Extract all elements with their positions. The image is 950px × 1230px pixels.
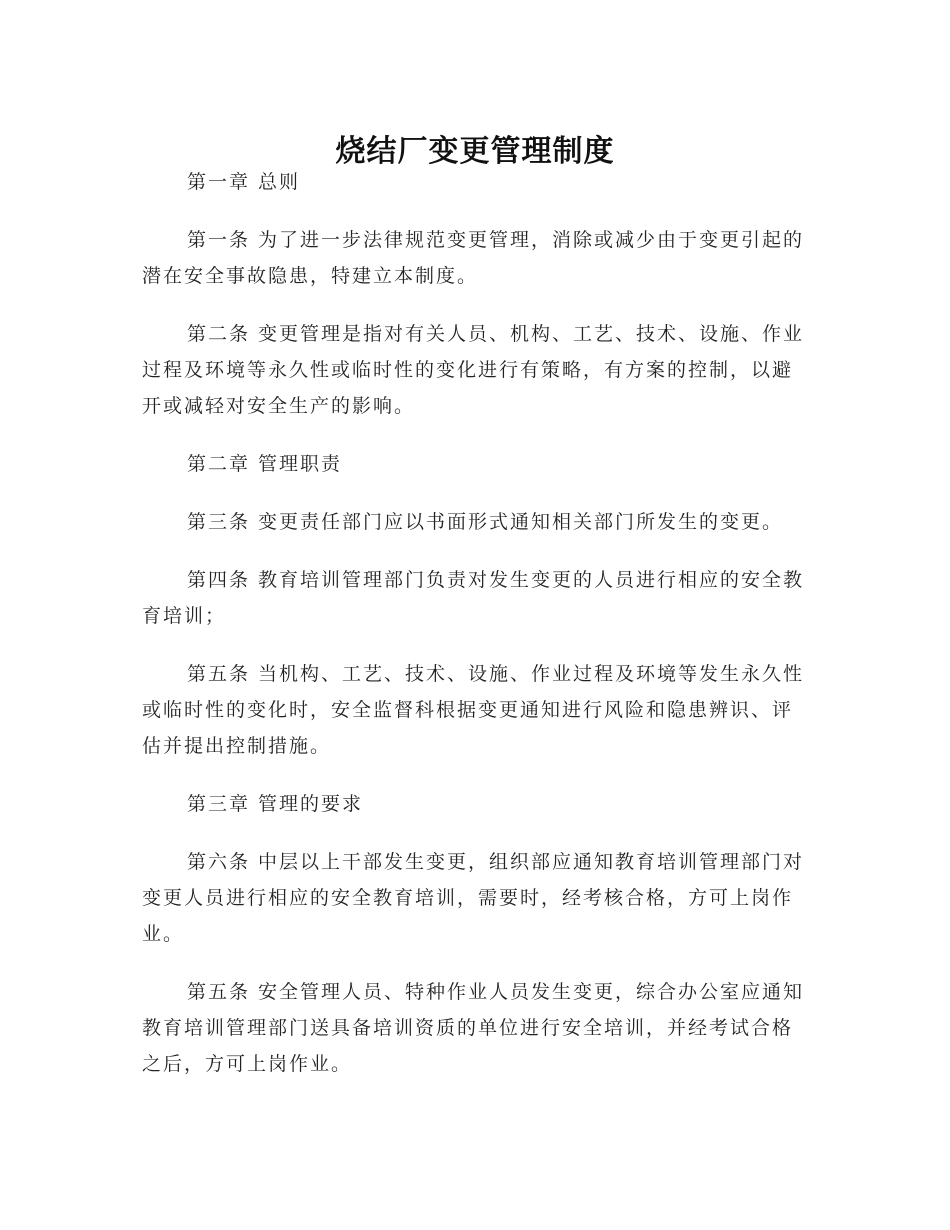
chapter-heading-2: 第二章 管理职责 <box>187 453 343 475</box>
article-5: 第五条 当机构、工艺、技术、设施、作业过程及环境等发生永久性或临时性的变化时，安全监督科根据变更通知进行风险和隐患辨识、评估并提出控制措施。 <box>142 663 805 757</box>
document-title: 烧结厂变更管理制度 <box>335 134 615 170</box>
article-4: 第四条 教育培训管理部门负责对发生变更的人员进行相应的安全教育培训； <box>142 569 805 627</box>
chapter-heading-3: 第三章 管理的要求 <box>187 793 364 815</box>
article-3: 第三条 变更责任部门应以书面形式通知相关部门所发生的变更。 <box>187 511 784 533</box>
chapter-heading-1: 第一章 总则 <box>187 171 301 193</box>
document-body <box>142 164 808 1104</box>
article-2: 第二条 变更管理是指对有关人员、机构、工艺、技术、设施、作业过程及环境等永久性或临时性的变化进行有策略，有方案的控制，以避开或减轻对安全生产的影响。 <box>142 323 805 417</box>
article-5-repeat: 第五条 安全管理人员、特种作业人员发生变更，综合办公室应通知教育培训管理部门送具备培训资质的单位进行安全培训，并经考试合格之后，方可上岗作业。 <box>142 981 805 1075</box>
article-1: 第一条 为了进一步法律规范变更管理，消除或减少由于变更引起的潜在安全事故隐患，特建立本制度。 <box>142 229 805 287</box>
article-6: 第六条 中层以上干部发生变更，组织部应通知教育培训管理部门对变更人员进行相应的安全教育培训，需要时，经考核合格，方可上岗作业。 <box>142 851 805 945</box>
